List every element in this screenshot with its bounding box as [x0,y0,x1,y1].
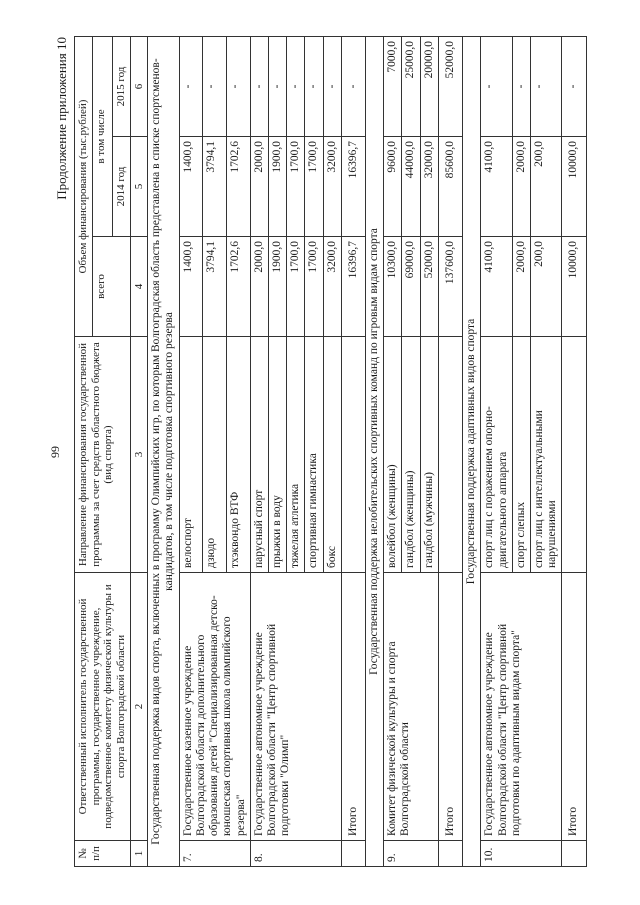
section-team: Государственная поддержка нелобительских спортивных команд по игровым видам спорта [366,37,384,867]
amount-2015: - [323,37,341,137]
amount-2014: 2000,0 [512,137,530,237]
sport-name: спортивная гимнастика [305,337,323,573]
amount-2014: 4100,0 [481,137,512,237]
amount-2014: 1700,0 [287,137,305,237]
amount-total: 1400,0 [179,237,203,337]
amount-2015: - [227,37,251,137]
rotated-page [40,27,600,877]
total-2014: 10000,0 [562,137,586,237]
amount-2015: - [305,37,323,137]
sport-name: тяжелая атлетика [287,337,305,573]
amount-total: 52000,0 [420,237,438,337]
amount-total: 10300,0 [384,237,402,337]
sport-name: дзюдо [203,337,227,573]
amount-total: 1900,0 [268,237,286,337]
amount-2014: 1400,0 [179,137,203,237]
sport-name: бокс [323,337,341,573]
amount-2015: - [512,37,530,137]
total-2014: 85600,0 [438,137,462,237]
total-label: Итого [438,573,462,841]
colnum-1: 1 [130,841,148,867]
amount-2014: 32000,0 [420,137,438,237]
total-amount: 10000,0 [562,237,586,337]
amount-total: 3200,0 [323,237,341,337]
amount-2014: 44000,0 [402,137,420,237]
sport-name: гандбол (женщины) [402,337,420,573]
total-2014: 16396,7 [341,137,365,237]
total-2015: - [562,37,586,137]
header-total: всего [92,237,130,337]
amount-2015: - [250,37,268,137]
row-number: 8. [250,841,341,867]
amount-2014: 2000,0 [250,137,268,237]
sport-name: велоспорт [179,337,203,573]
executor-name: Государственное автономное учреждение Волгоградской области "Центр спортивной подготовки по адаптивным видам спорта" [481,573,562,841]
section-olympic: Государственная поддержка видов спорта, включенных в программу Олимпийских игр, по которым Волгоградская область представлена в списке спортсменов-кандидатов, в том числе подготовка спортивного резерва [148,37,179,867]
amount-2015: 20000,0 [420,37,438,137]
amount-2014: 1900,0 [268,137,286,237]
header-funding: Объем финансирования (тыс.рублей) [75,37,93,337]
funding-table [74,36,587,867]
total-label: Итого [562,573,586,841]
header-2014: 2014 год [112,137,130,237]
header-direction: Направление финансирования государственной программы за счет средств областного бюджета (вид спорта) [75,337,131,573]
amount-total: 4100,0 [481,237,512,337]
table-row [384,37,402,867]
row-number: 10. [481,841,562,867]
total-amount: 16396,7 [341,237,365,337]
amount-total: 69000,0 [402,237,420,337]
amount-2014: 3794,1 [203,137,227,237]
header-2015: 2015 год [112,37,130,137]
amount-2015: 7000,0 [384,37,402,137]
total-row [438,37,462,867]
table-row [250,37,268,867]
amount-2015: - [287,37,305,137]
total-row [562,37,586,867]
amount-total: 1700,0 [305,237,323,337]
total-2015: 52000,0 [438,37,462,137]
amount-2015: - [179,37,203,137]
amount-2014: 3200,0 [323,137,341,237]
colnum-5: 5 [130,137,148,237]
amount-2014: 1702,6 [227,137,251,237]
total-amount: 137600,0 [438,237,462,337]
table-row [481,37,512,867]
amount-total: 1700,0 [287,237,305,337]
row-number: 9. [384,841,439,867]
sport-name: тхэквондо ВТФ [227,337,251,573]
sport-name: волейбол (женщины) [384,337,402,573]
header-including: в том числе [92,37,112,237]
amount-2015: - [531,37,562,137]
row-number: 7. [179,841,250,867]
amount-total: 1702,6 [227,237,251,337]
header-executor: Ответственный исполнитель государственной программы, государственное учреждение, подведомственное комитету физической культуры и спорта Волгоградской области [75,573,131,841]
total-2015: - [341,37,365,137]
amount-2014: 1700,0 [305,137,323,237]
amount-2015: 25000,0 [402,37,420,137]
executor-name: Комитет физической культуры и спорта Волгоградской области [384,573,439,841]
page-number: 99 [48,446,62,458]
amount-2015: - [203,37,227,137]
total-row [341,37,365,867]
amount-total: 3794,1 [203,237,227,337]
amount-2014: 200,0 [531,137,562,237]
table-row [179,37,203,867]
colnum-4: 4 [130,237,148,337]
section-adaptive: Государственная поддержка адаптивных видов спорта [463,37,481,867]
amount-2015: - [268,37,286,137]
colnum-2: 2 [130,573,148,841]
amount-total: 200,0 [531,237,562,337]
amount-2014: 9600,0 [384,137,402,237]
colnum-3: 3 [130,337,148,573]
sport-name: спорт лиц с интеллектуальными нарушениями [531,337,562,573]
sport-name: парусный спорт [250,337,268,573]
sport-name: спорт лиц с поражением опорно-двигательного аппарата [481,337,512,573]
total-label: Итого [341,573,365,841]
sport-name: прыжки в воду [268,337,286,573]
executor-name: Государственное казенное учреждение Волгоградской области дополнительного образования детей "Специализированная детско-юношеская спортивная школа олимпийского резерва" [179,573,250,841]
sport-name: спорт слепых [512,337,530,573]
amount-total: 2000,0 [512,237,530,337]
executor-name: Государственное автономное учреждение Волгоградской области "Центр спортивной подготовки "Олимп" [250,573,341,841]
sport-name: гандбол (мужчины) [420,337,438,573]
amount-total: 2000,0 [250,237,268,337]
continuation-label: Продолжение приложения 10 [54,37,69,200]
header-number: № п/п [75,841,131,867]
amount-2015: - [481,37,512,137]
colnum-6: 6 [130,37,148,137]
